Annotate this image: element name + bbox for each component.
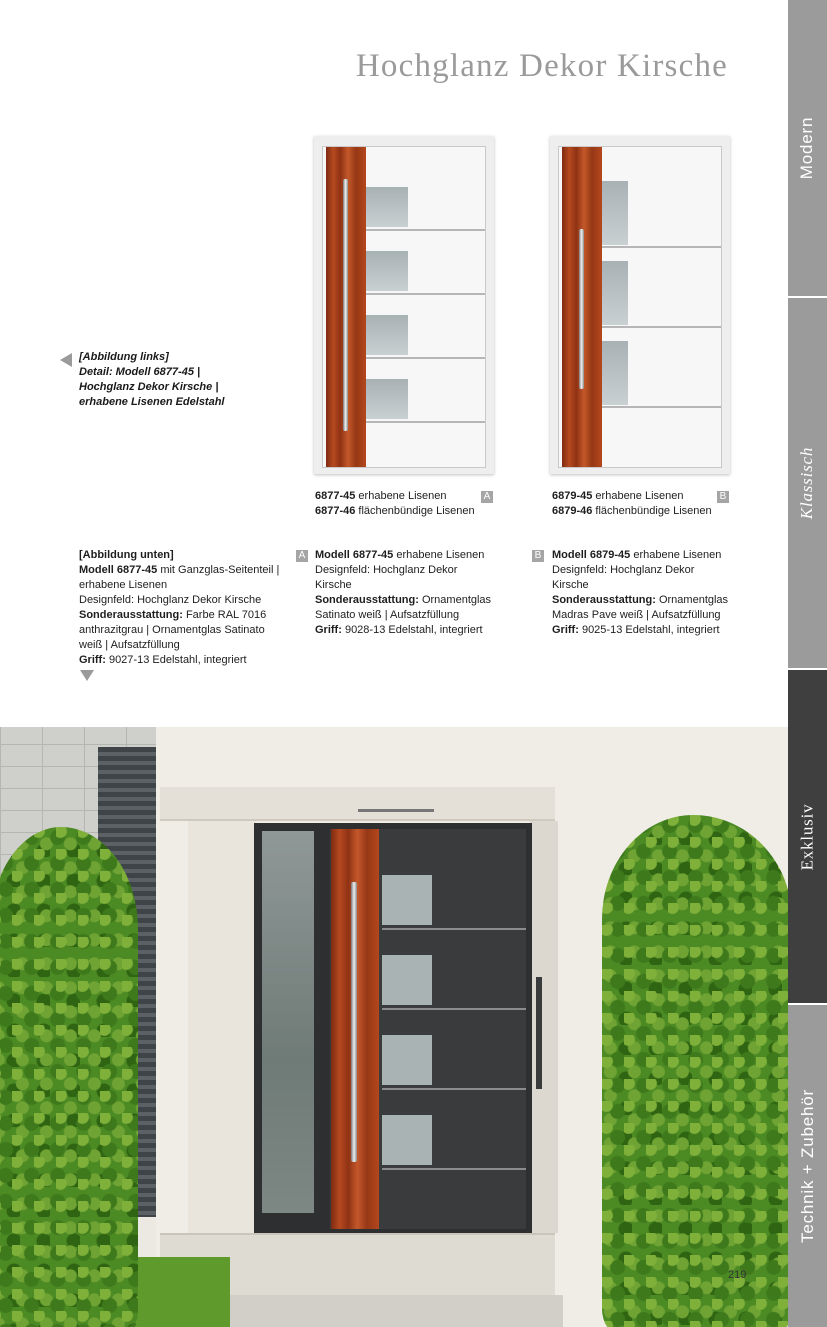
sonder-label: Sonderausstattung:	[552, 594, 656, 606]
model-label: Modell 6879-45	[552, 549, 631, 561]
tab-technik-label: Technik + Zubehör	[797, 1089, 817, 1243]
model-code: 6879-45	[552, 490, 593, 502]
glass-panel	[366, 315, 408, 355]
door-leaf	[558, 146, 722, 468]
model-code: 6879-46	[552, 505, 593, 517]
side-note-abbildung-links	[79, 350, 254, 410]
doorbell-plate	[536, 977, 542, 1089]
text-line: weiß | Aufsatzfüllung	[79, 639, 180, 651]
glass-panel	[366, 251, 408, 291]
glass-panel	[602, 341, 628, 405]
tab-klassisch-label: Klassisch	[797, 446, 817, 520]
model-text: erhabene Lisenen	[393, 549, 485, 561]
side-note-line: Hochglanz Dekor Kirsche |	[79, 381, 219, 393]
model-code: 6877-46	[315, 505, 356, 517]
side-note-line: Detail: Modell 6877-45 |	[79, 366, 201, 378]
glass-panel	[382, 875, 432, 925]
arrow-down-icon	[80, 670, 94, 681]
lisene	[602, 246, 721, 248]
lisene	[382, 1008, 526, 1010]
text-line: Kirsche	[552, 579, 589, 591]
lisene	[382, 928, 526, 930]
text-line: anthrazitgrau | Ornamentglas Satinato	[79, 624, 265, 636]
glass-panel	[382, 955, 432, 1005]
model-text: flächenbündige Lisenen	[355, 505, 475, 517]
sonder-label: Sonderausstattung:	[315, 594, 419, 606]
model-text: erhabene Lisenen	[630, 549, 722, 561]
door-b-image	[550, 136, 730, 474]
griff-text: 9027-13 Edelstahl, integriert	[105, 654, 247, 666]
model-text: flächenbündige Lisenen	[592, 505, 712, 517]
tab-klassisch[interactable]	[788, 298, 827, 668]
tag-b-badge: B	[532, 550, 544, 562]
tab-modern[interactable]	[788, 0, 827, 296]
recess-wall-right	[530, 821, 558, 1233]
lisene	[382, 1088, 526, 1090]
glass-panel	[602, 261, 628, 325]
model-b-description	[552, 548, 757, 638]
lisene	[366, 421, 485, 423]
model-label: Modell 6877-45	[315, 549, 394, 561]
tag-a-badge: A	[296, 550, 308, 562]
model-label: Modell 6877-45	[79, 564, 158, 576]
tab-technik-zubehoer[interactable]	[788, 1005, 827, 1327]
page-number: 219	[728, 1269, 747, 1281]
griff-label: Griff:	[315, 624, 342, 636]
glass-panel	[382, 1115, 432, 1165]
abbildung-unten-text	[79, 548, 294, 668]
side-note-line: erhabene Lisenen Edelstahl	[79, 396, 225, 408]
sonder-text: Ornamentglas	[418, 594, 492, 606]
path	[228, 1295, 563, 1327]
side-note-line: [Abbildung links]	[79, 351, 169, 363]
text-line: Designfeld: Hochglanz Dekor	[315, 564, 458, 576]
lisene	[366, 229, 485, 231]
recess-wall-left	[188, 821, 256, 1233]
griff-label: Griff:	[79, 654, 106, 666]
hedge-right	[602, 815, 788, 1327]
griff-text: 9025-13 Edelstahl, integriert	[578, 624, 720, 636]
lisene	[366, 293, 485, 295]
canopy	[160, 787, 555, 821]
abbildung-heading: [Abbildung unten]	[79, 549, 174, 561]
model-text: erhabene Lisenen	[592, 490, 684, 502]
lisene	[366, 357, 485, 359]
lisene	[382, 1168, 526, 1170]
glass-panel	[602, 181, 628, 245]
model-a-description	[315, 548, 520, 638]
page-title: Hochglanz Dekor Kirsche	[355, 48, 728, 84]
entrance-photo	[0, 727, 788, 1327]
caption-row	[315, 489, 495, 504]
sonder-text: Farbe RAL 7016	[182, 609, 267, 621]
tab-exklusiv[interactable]	[788, 670, 827, 1003]
text-line: Designfeld: Hochglanz Dekor Kirsche	[79, 594, 262, 606]
glass-panel	[366, 379, 408, 419]
arrow-left-icon	[60, 353, 72, 367]
hedge-left	[0, 827, 138, 1327]
tag-a-badge: A	[481, 491, 493, 503]
tab-exklusiv-label: Exklusiv	[797, 803, 817, 870]
sonder-text: Ornamentglas	[655, 594, 729, 606]
griff-text: 9028-13 Edelstahl, integriert	[341, 624, 483, 636]
model-text: mit Ganzglas-Seitenteil |	[157, 564, 280, 576]
door-handle	[351, 882, 357, 1162]
lisene	[602, 406, 721, 408]
caption-row	[315, 504, 495, 519]
door-a-image	[314, 136, 494, 474]
door-handle	[579, 229, 584, 389]
text-line: erhabene Lisenen	[79, 579, 168, 591]
side-glass-panel	[262, 831, 314, 1213]
sonder-label: Sonderausstattung:	[79, 609, 183, 621]
text-line: Designfeld: Hochglanz Dekor	[552, 564, 695, 576]
lisene	[602, 326, 721, 328]
door-a-caption	[315, 489, 495, 519]
text-line: Kirsche	[315, 579, 352, 591]
caption-row	[552, 504, 732, 519]
caption-row	[552, 489, 732, 504]
tab-modern-label: Modern	[797, 116, 817, 180]
text-line: Satinato weiß | Aufsatzfüllung	[315, 609, 460, 621]
model-text: erhabene Lisenen	[355, 490, 447, 502]
door-b-caption	[552, 489, 732, 519]
griff-label: Griff:	[552, 624, 579, 636]
door-handle	[343, 179, 348, 431]
canopy-light	[358, 809, 434, 812]
glass-panel	[366, 187, 408, 227]
glass-panel	[382, 1035, 432, 1085]
text-line: Madras Pave weiß | Aufsatzfüllung	[552, 609, 721, 621]
tag-b-badge: B	[717, 491, 729, 503]
model-code: 6877-45	[315, 490, 356, 502]
door-leaf	[322, 146, 486, 468]
